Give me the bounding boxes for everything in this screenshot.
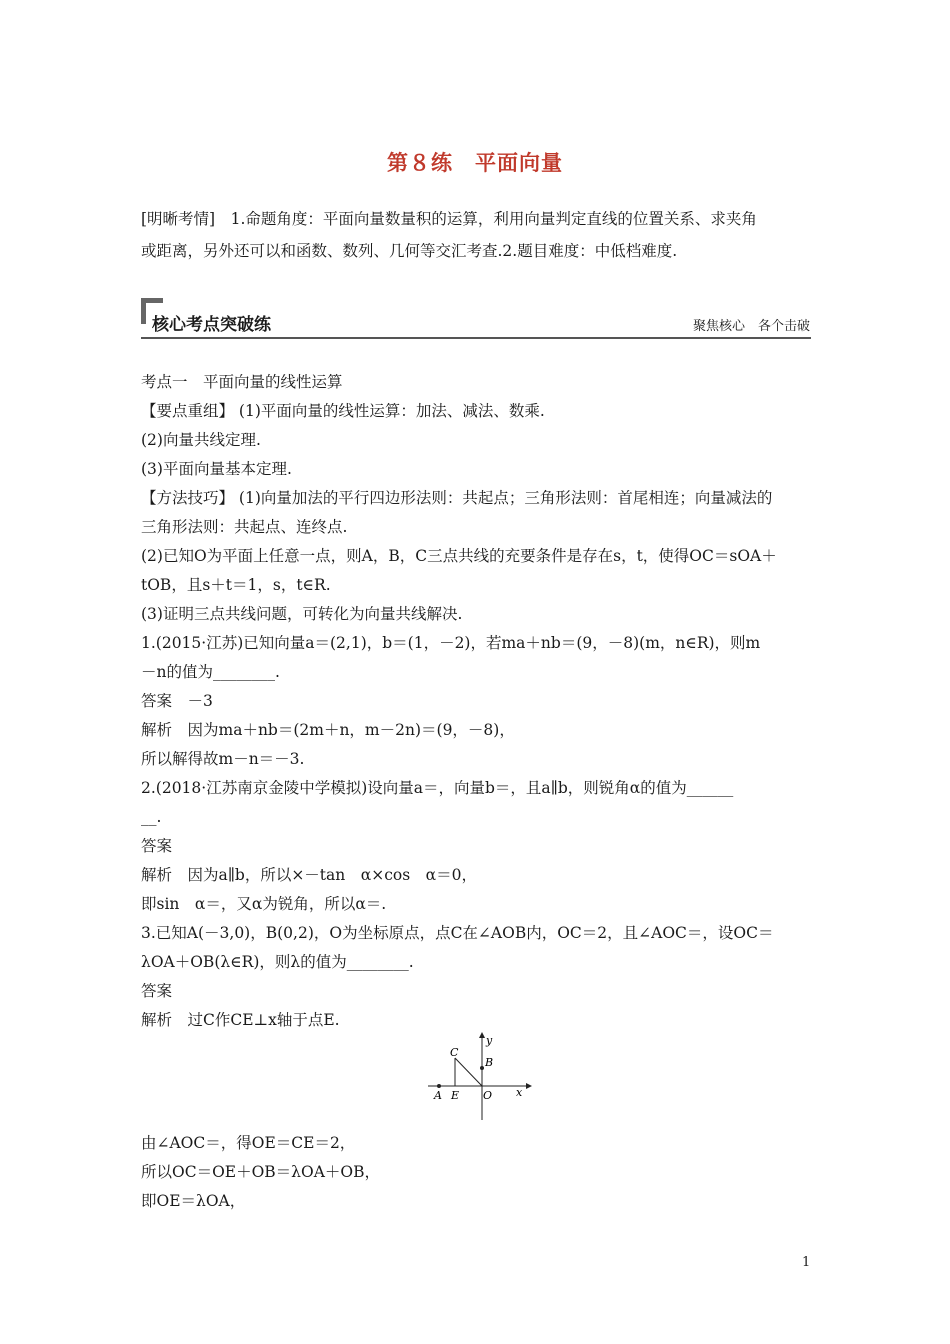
text-line: 考点一 平面向量的线性运算	[141, 373, 343, 391]
text-line: 解析 因为a∥b，所以×－tan α×cos α＝0，	[141, 866, 478, 884]
intro-line-2: 或距离，另外还可以和函数、数列、几何等交汇考查.2.题目难度：中低档难度.	[141, 242, 678, 260]
label-c: C	[450, 1046, 459, 1059]
point-a	[437, 1084, 441, 1088]
text-line: 三角形法则：共起点、连终点.	[141, 518, 348, 536]
page-number: 1	[802, 1255, 811, 1270]
text-line: －n的值为________.	[141, 663, 280, 681]
text-line: 解析 过C作CE⊥x轴于点E.	[141, 1011, 340, 1029]
text-line: 【方法技巧】 (1)向量加法的平行四边形法则：共起点；三角形法则：首尾相连；向量减法的	[141, 489, 773, 507]
text-line: 所以解得故m－n＝－3.	[141, 750, 305, 768]
text-line: 即sin α＝，又α为锐角，所以α＝.	[141, 895, 387, 913]
segment-co	[455, 1058, 482, 1086]
text-line: 即OE＝λOA，	[141, 1192, 246, 1210]
label-b: B	[485, 1056, 494, 1069]
text-line: 2.(2018·江苏南京金陵中学模拟)设向量a＝，向量b＝，且a∥b，则锐角α的值为______	[141, 779, 734, 797]
label-e: E	[451, 1089, 460, 1102]
label-o: O	[483, 1089, 493, 1102]
text-line: __.	[141, 808, 162, 826]
x-axis-arrow	[526, 1083, 532, 1089]
text-line: λOA＋OB(λ∈R)，则λ的值为________.	[141, 953, 414, 971]
intro-line-1: [明晰考情] 1.命题角度：平面向量数量积的运算，利用向量判定直线的位置关系、求夹角	[141, 210, 757, 228]
coordinate-figure	[420, 1032, 532, 1124]
text-line: 由∠AOC＝，得OE＝CE＝2，	[141, 1134, 356, 1152]
text-line: tOB，且s＋t＝1，s，t∈R.	[141, 576, 331, 594]
text-line: 所以OC＝OE＋OB＝λOA＋OB，	[141, 1163, 381, 1181]
text-line: (2)已知O为平面上任意一点，则A，B，C三点共线的充要条件是存在s，t，使得OC＝sOA＋	[141, 547, 777, 565]
text-line: (2)向量共线定理.	[141, 431, 261, 449]
label-a: A	[434, 1089, 442, 1102]
label-y: y	[486, 1034, 493, 1047]
section-subtitle: 聚焦核心 各个击破	[692, 319, 810, 334]
text-line: (3)平面向量基本定理.	[141, 460, 292, 478]
text-line: (3)证明三点共线问题，可转化为向量共线解决.	[141, 605, 463, 623]
text-line: 答案	[141, 982, 173, 1000]
point-b	[480, 1066, 484, 1070]
section-title: 核心考点突破练	[152, 315, 271, 335]
text-line: 答案	[141, 837, 173, 855]
section-divider	[141, 337, 811, 339]
text-line: 1.(2015·江苏)已知向量a＝(2,1)，b＝(1，－2)，若ma＋nb＝(9，－8)(m，n∈R)，则m	[141, 634, 761, 652]
label-x: x	[516, 1086, 523, 1099]
section-bar-corner-top	[141, 298, 163, 303]
page-title: 第８练 平面向量	[387, 151, 563, 175]
y-axis-arrow	[479, 1032, 485, 1038]
text-line: 解析 因为ma＋nb＝(2m＋n，m－2n)＝(9，－8)，	[141, 721, 515, 739]
text-line: 答案 －3	[141, 692, 213, 710]
text-line: 3.已知A(－3,0)，B(0,2)，O为坐标原点，点C在∠AOB内，OC＝2，且∠AOC＝，设OC＝	[141, 924, 774, 942]
text-line: 【要点重组】 (1)平面向量的线性运算：加法、减法、数乘.	[141, 402, 545, 420]
